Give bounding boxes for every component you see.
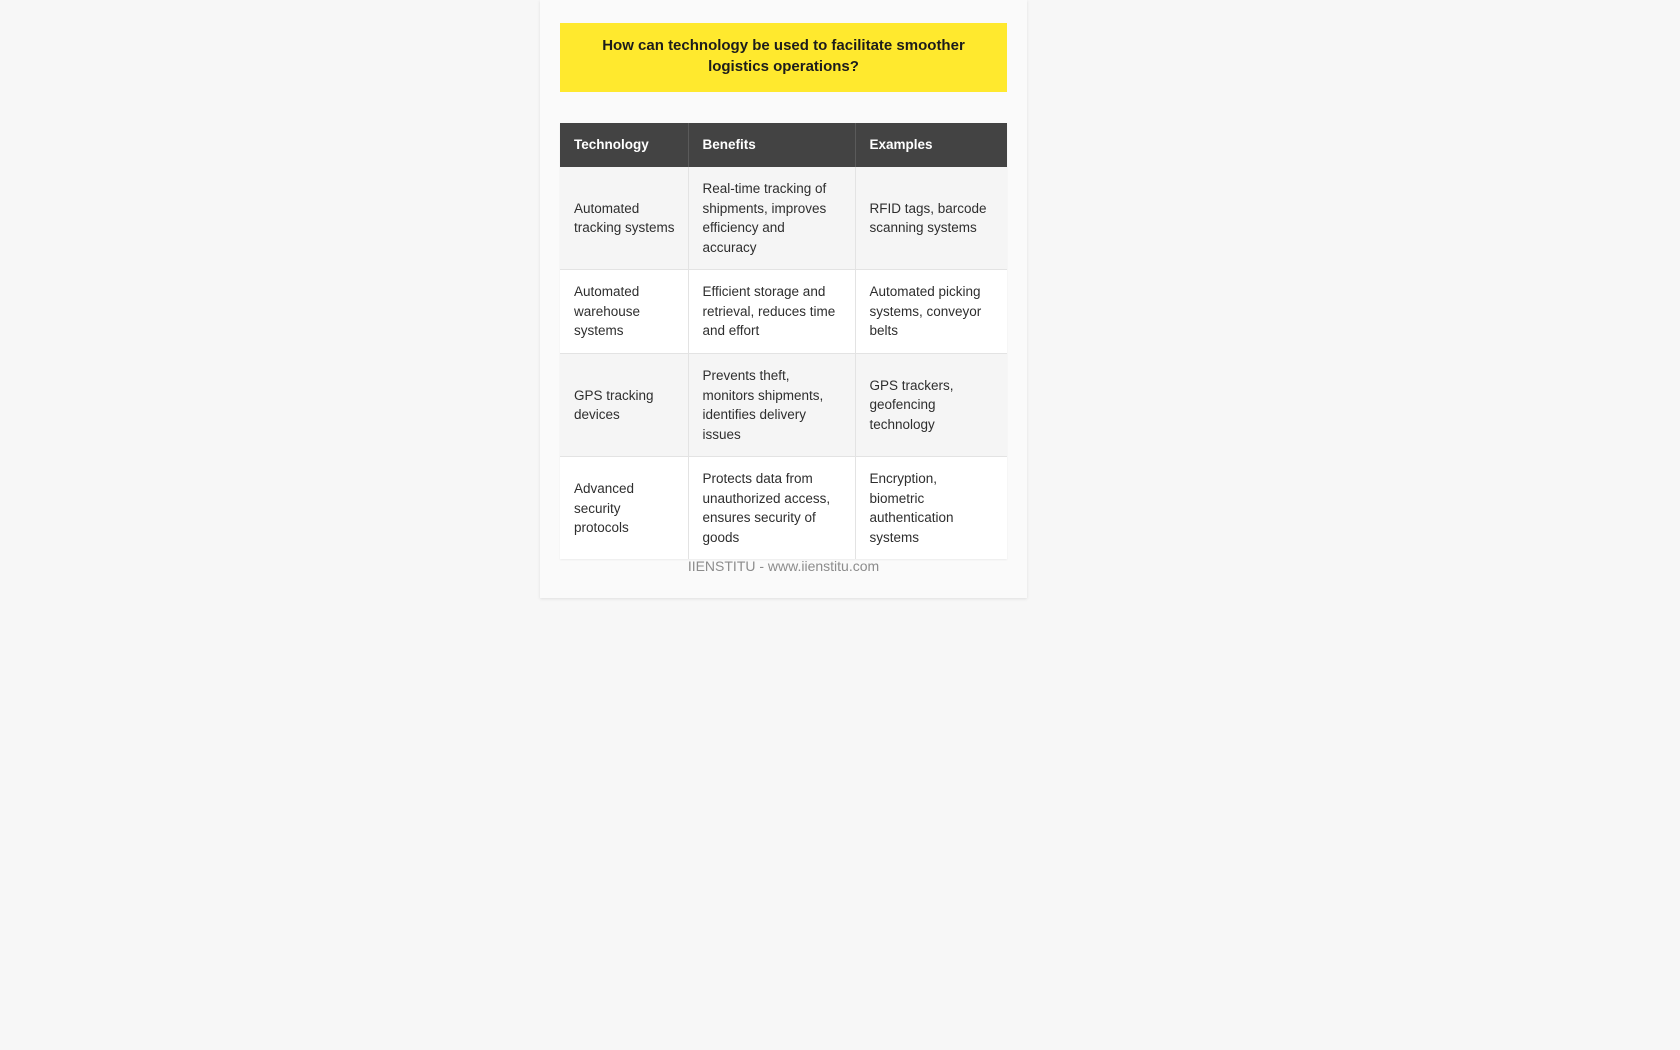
cell-examples: RFID tags, barcode scanning systems bbox=[855, 167, 1007, 270]
cell-technology: GPS tracking devices bbox=[560, 353, 688, 456]
cell-benefits: Efficient storage and retrieval, reduces time and effort bbox=[688, 270, 855, 354]
page-title: How can technology be used to facilitate smoother logistics operations? bbox=[560, 23, 1007, 92]
cell-benefits: Protects data from unauthorized access, ensures security of goods bbox=[688, 457, 855, 560]
table-row bbox=[560, 270, 1007, 354]
cell-examples: GPS trackers, geofencing technology bbox=[855, 353, 1007, 456]
footer-attribution: IIENSTITU - www.iienstitu.com bbox=[687, 558, 880, 574]
column-header-benefits: Benefits bbox=[688, 123, 855, 167]
cell-technology: Automated tracking systems bbox=[560, 167, 688, 270]
cell-technology: Advanced security protocols bbox=[560, 457, 688, 560]
table-header-row bbox=[560, 123, 1007, 167]
cell-benefits: Prevents theft, monitors shipments, identifies delivery issues bbox=[688, 353, 855, 456]
column-header-examples: Examples bbox=[855, 123, 1007, 167]
table-header bbox=[560, 123, 1007, 167]
cell-examples: Encryption, biometric authentication systems bbox=[869, 471, 954, 545]
technology-table-container bbox=[560, 123, 1007, 559]
cell-benefits: Real-time tracking of shipments, improves efficiency and accuracy bbox=[688, 167, 855, 270]
table-row bbox=[560, 167, 1007, 270]
table-body bbox=[560, 167, 1007, 559]
table-row bbox=[560, 353, 1007, 456]
content-card bbox=[540, 0, 1027, 598]
cell-technology: Automated warehouse systems bbox=[560, 270, 688, 354]
technology-table bbox=[560, 123, 1007, 559]
column-header-technology: Technology bbox=[560, 123, 688, 167]
table-row bbox=[560, 457, 1007, 560]
cell-examples: Automated picking systems, conveyor belts bbox=[855, 270, 1007, 354]
